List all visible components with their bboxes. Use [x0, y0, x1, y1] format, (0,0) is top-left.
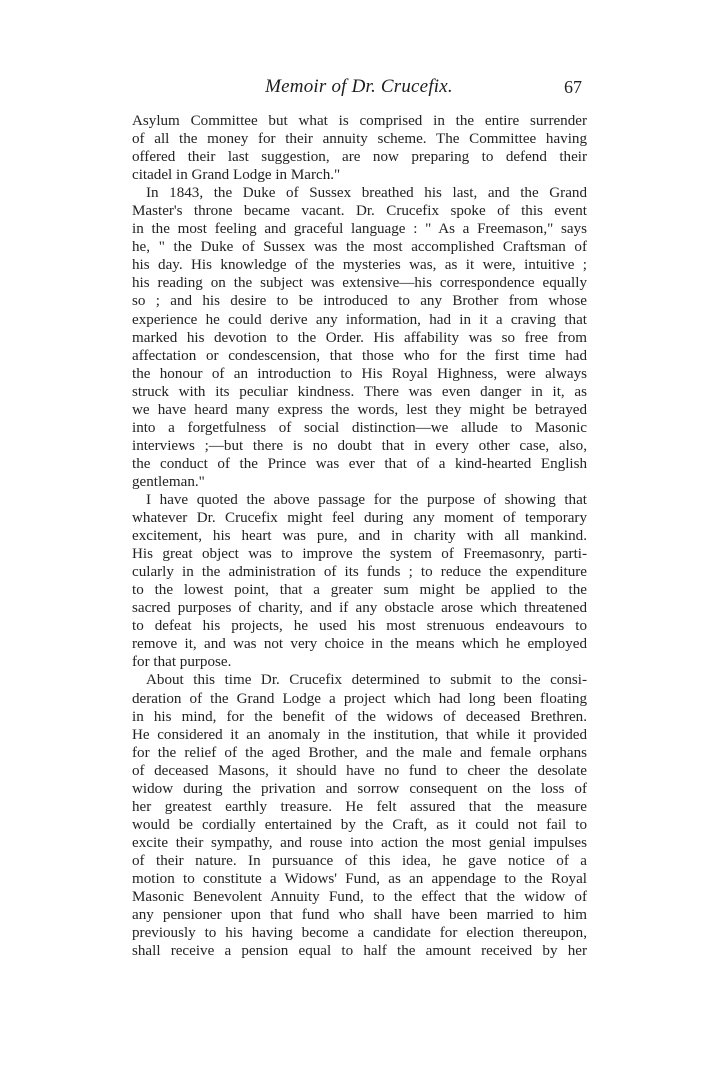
text-line: would be cordially entertained by the Craft, as it could not fail to — [132, 816, 587, 833]
text-line: of all the money for their annuity scheme. The Committee having — [132, 131, 587, 148]
text-line: to defeat his projects, he used his most strenuous endeavours to — [132, 618, 587, 635]
text-line: cularly in the administration of its funds ; to reduce the expenditure — [132, 564, 587, 581]
text-line: citadel in Grand Lodge in March." — [132, 167, 341, 184]
body-text — [132, 112, 587, 960]
text-line: Masonic Benevolent Annuity Fund, to the effect that the widow of — [132, 889, 587, 906]
text-line: shall receive a pension equal to half the amount received by her — [132, 943, 587, 960]
text-line: his day. His knowledge of the mysteries was, as it were, intuitive ; — [132, 257, 587, 274]
text-line: marked his devotion to the Order. His affability was so free from — [132, 329, 587, 346]
text-line: the conduct of the Prince was ever that of a kind-hearted English — [132, 455, 587, 472]
text-line: In 1843, the Duke of Sussex breathed his last, and the Grand — [146, 185, 587, 202]
text-line: sacred purposes of charity, and if any obstacle arose which threatened — [132, 600, 587, 617]
text-line: Master's throne became vacant. Dr. Crucefix spoke of this event — [132, 203, 587, 220]
text-line: previously to his having become a candidate for election thereupon, — [132, 925, 587, 942]
text-line: He considered it an anomaly in the institution, that while it provided — [132, 726, 587, 743]
text-line: the honour of an introduction to His Royal Highness, were always — [132, 365, 587, 382]
text-line: to the lowest point, that a greater sum might be applied to the — [132, 582, 587, 599]
text-line: excite their sympathy, and rouse into action the most genial impulses — [132, 834, 587, 851]
text-line: excitement, his heart was pure, and in charity with all mankind. — [132, 528, 587, 545]
text-line: into a forgetfulness of social distinction—we allude to Masonic — [132, 419, 587, 436]
text-line: for that purpose. — [132, 654, 232, 671]
running-title: Memoir of Dr. Crucefix. — [265, 76, 453, 97]
text-line: whatever Dr. Crucefix might feel during any moment of temporary — [132, 510, 587, 527]
text-line: remove it, and was not very choice in the means which he employed — [132, 636, 587, 653]
text-line: His great object was to improve the system of Freemasonry, parti- — [132, 546, 587, 563]
text-line: I have quoted the above passage for the purpose of showing that — [146, 491, 587, 508]
text-line: deration of the Grand Lodge a project which had long been floating — [132, 690, 587, 707]
text-line: widow during the privation and sorrow consequent on the loss of — [132, 780, 587, 797]
text-line: gentleman." — [132, 473, 205, 490]
text-line: we have heard many express the words, lest they might be betrayed — [132, 401, 587, 418]
text-line: offered their last suggestion, are now preparing to defend their — [132, 149, 587, 166]
text-line: of their nature. In pursuance of this idea, he gave notice of a — [132, 852, 587, 869]
page-header — [136, 75, 582, 99]
text-line: Asylum Committee but what is comprised in the entire surrender — [132, 113, 587, 129]
text-line: for the relief of the aged Brother, and the male and female orphans — [132, 744, 587, 761]
text-line: About this time Dr. Crucefix determined to submit to the consi- — [146, 672, 587, 689]
text-line: struck with its peculiar kindness. There was even danger in it, as — [132, 383, 587, 400]
text-line: any pensioner upon that fund who shall have been married to him — [132, 907, 587, 924]
page-number: 67 — [564, 77, 582, 97]
text-line: interviews ;—but there is no doubt that in every other case, also, — [132, 437, 587, 454]
text-line: in the most feeling and graceful language : " As a Freemason," says — [132, 221, 587, 238]
text-line: so ; and his desire to be introduced to any Brother from whose — [132, 293, 587, 310]
text-line: affectation or condescension, that those who for the first time had — [132, 347, 587, 364]
text-line: his reading on the subject was extensive—his correspondence equally — [132, 275, 587, 292]
text-line: he, " the Duke of Sussex was the most accomplished Craftsman of — [132, 239, 587, 256]
text-line: her greatest earthly treasure. He felt assured that the measure — [132, 798, 587, 815]
text-line: experience he could derive any information, had in it a craving that — [132, 311, 587, 328]
text-line: of deceased Masons, it should have no fund to cheer the desolate — [132, 762, 587, 779]
text-line: in his mind, for the benefit of the widows of deceased Brethren. — [132, 708, 587, 725]
text-line: motion to constitute a Widows' Fund, as an appendage to the Royal — [132, 870, 587, 887]
